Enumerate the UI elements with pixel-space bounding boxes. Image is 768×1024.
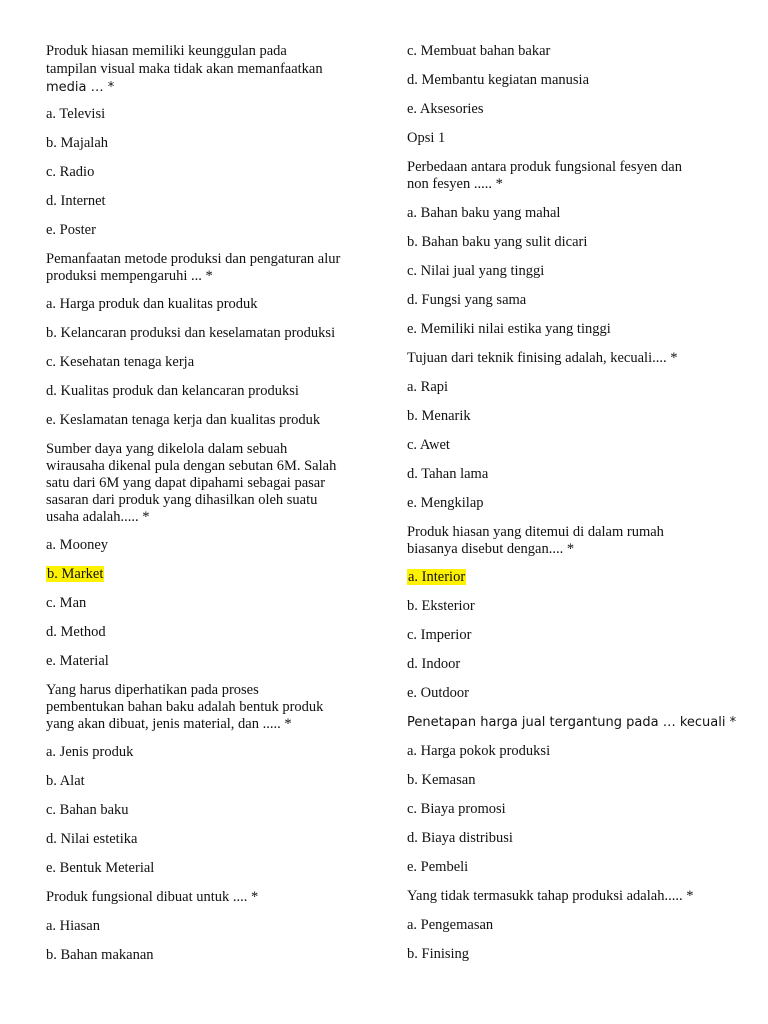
q8-option-a-highlighted <box>407 569 466 586</box>
q1-option-c: c. Radio <box>46 164 95 180</box>
question-4-line-1: Yang harus diperhatikan pada proses <box>46 682 259 698</box>
q2-option-b: b. Kelancaran produksi dan keselamatan produksi <box>46 325 336 341</box>
q3-option-b-highlighted <box>46 566 104 583</box>
question-8-line-1: Produk hiasan yang ditemui di dalam rumah <box>407 524 664 540</box>
q6-option-b: b. Bahan baku yang sulit dicari <box>407 234 588 250</box>
q10-option-b: b. Finising <box>407 946 470 962</box>
q2-option-e: e. Keslamatan tenaga kerja dan kualitas produk <box>46 412 321 428</box>
q7-option-e: e. Mengkilap <box>407 495 484 511</box>
q5-option-c: c. Membuat bahan bakar <box>407 43 551 59</box>
question-10-line-1: Yang tidak termasukk tahap produksi adalah..... * <box>407 888 694 904</box>
question-9-line-1: Penetapan harga jual tergantung pada … kecuali * <box>407 715 737 730</box>
question-1-line-1: Produk hiasan memiliki keunggulan pada <box>46 43 287 59</box>
q2-option-a: a. Harga produk dan kualitas produk <box>46 296 258 312</box>
q4-option-c: c. Bahan baku <box>46 802 129 818</box>
q9-option-b: b. Kemasan <box>407 772 476 788</box>
q3-option-e: e. Material <box>46 653 109 669</box>
q10-option-a: a. Pengemasan <box>407 917 494 933</box>
q9-option-a: a. Harga pokok produksi <box>407 743 551 759</box>
q8-option-c: c. Imperior <box>407 627 472 643</box>
question-2-line-2: produksi mempengaruhi ... * <box>46 268 213 284</box>
q1-option-d: d. Internet <box>46 193 106 209</box>
q6-option-e: e. Memiliki nilai estika yang tinggi <box>407 321 611 337</box>
q3-option-d: d. Method <box>46 624 106 640</box>
q5-option-d: d. Membantu kegiatan manusia <box>407 72 590 88</box>
q7-option-b: b. Menarik <box>407 408 471 424</box>
q4-option-e: e. Bentuk Meterial <box>46 860 155 876</box>
q1-option-b: b. Majalah <box>46 135 109 151</box>
q2-option-d: d. Kualitas produk dan kelancaran produksi <box>46 383 299 399</box>
q8-option-e: e. Outdoor <box>407 685 470 701</box>
q3-option-a: a. Mooney <box>46 537 109 553</box>
question-3-line-2: wirausaha dikenal pula dengan sebutan 6M. Salah <box>46 458 337 474</box>
q6-option-a: a. Bahan baku yang mahal <box>407 205 561 221</box>
answer-highlight: b. Market <box>47 566 104 582</box>
q9-option-d: d. Biaya distribusi <box>407 830 513 846</box>
question-8-line-2: biasanya disebut dengan.... * <box>407 541 575 557</box>
question-7-line-1: Tujuan dari teknik finising adalah, kecuali.... * <box>407 350 678 366</box>
question-3-line-4: sasaran dari produk yang dihasilkan oleh suatu <box>46 492 318 508</box>
q8-option-b: b. Eksterior <box>407 598 475 614</box>
question-5-line-1: Produk fungsional dibuat untuk .... * <box>46 889 259 905</box>
question-3-line-5: usaha adalah..... * <box>46 509 150 525</box>
question-1-line-3: media … * <box>46 80 115 95</box>
q5-option-a: a. Hiasan <box>46 918 100 934</box>
question-3-line-3: satu dari 6M yang dapat dipahami sebagai pasar <box>46 475 326 491</box>
q7-option-d: d. Tahan lama <box>407 466 489 482</box>
question-6-line-1: Perbedaan antara produk fungsional fesyen dan <box>407 159 682 175</box>
question-4-line-3: yang akan dibuat, jenis material, dan ..... * <box>46 716 292 732</box>
answer-highlight: a. Interior <box>408 569 466 585</box>
q6-option-c: c. Nilai jual yang tinggi <box>407 263 545 279</box>
q1-option-e: e. Poster <box>46 222 96 238</box>
question-4-line-2: pembentukan bahan baku adalah bentuk produk <box>46 699 324 715</box>
q8-option-d: d. Indoor <box>407 656 461 672</box>
q9-option-e: e. Pembeli <box>407 859 469 875</box>
q2-option-c: c. Kesehatan tenaga kerja <box>46 354 195 370</box>
q7-option-c: c. Awet <box>407 437 450 453</box>
question-2-line-1: Pemanfaatan metode produksi dan pengaturan alur <box>46 251 341 267</box>
q3-option-c: c. Man <box>46 595 87 611</box>
question-3-line-1: Sumber daya yang dikelola dalam sebuah <box>46 441 288 457</box>
q4-option-b: b. Alat <box>46 773 85 789</box>
q5-option-b: b. Bahan makanan <box>46 947 154 963</box>
question-1-line-2: tampilan visual maka tidak akan memanfaatkan <box>46 61 323 77</box>
q1-option-a: a. Televisi <box>46 106 106 122</box>
q7-option-a: a. Rapi <box>407 379 449 395</box>
q4-option-a: a. Jenis produk <box>46 744 134 760</box>
q9-option-c: c. Biaya promosi <box>407 801 506 817</box>
q5-option-e: e. Aksesories <box>407 101 484 117</box>
q4-option-d: d. Nilai estetika <box>46 831 138 847</box>
question-6-line-2: non fesyen ..... * <box>407 176 503 192</box>
option-label-opsi-1: Opsi 1 <box>407 130 446 146</box>
q6-option-d: d. Fungsi yang sama <box>407 292 527 308</box>
